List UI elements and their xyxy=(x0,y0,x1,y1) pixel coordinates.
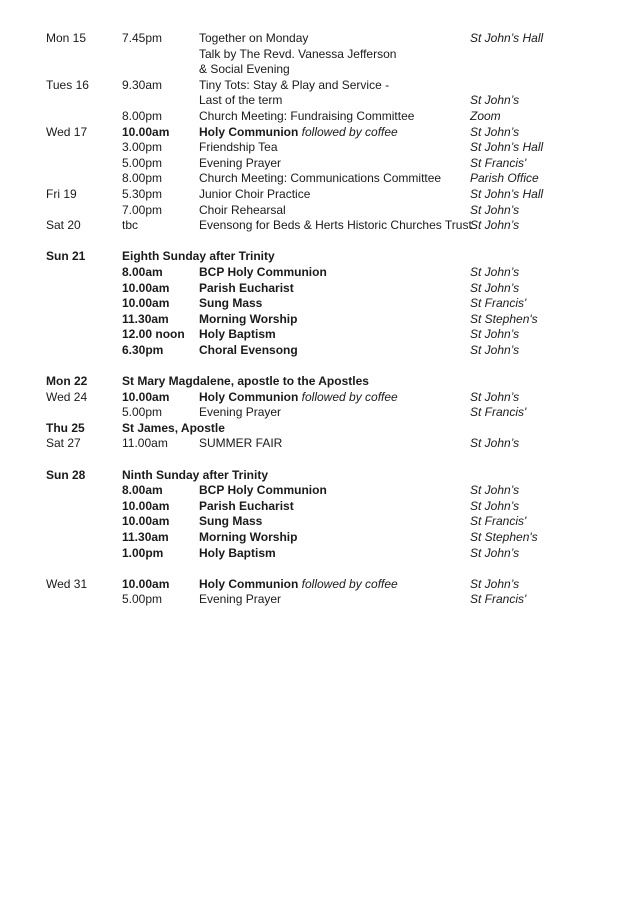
time-cell: 10.00am xyxy=(122,514,170,529)
time-cell: 8.00pm xyxy=(122,171,163,186)
schedule-row xyxy=(0,390,638,406)
schedule-row xyxy=(0,592,638,608)
event-title: Talk by The Revd. Vanessa Jefferson xyxy=(199,46,397,61)
time-cell: 10.00am xyxy=(122,296,170,311)
location-cell: St John’s xyxy=(470,327,520,342)
service-schedule xyxy=(0,31,638,608)
event-cell xyxy=(199,31,308,47)
event-title: SUMMER FAIR xyxy=(199,436,283,451)
event-title: BCP Holy Communion xyxy=(199,483,327,498)
event-title: Holy Communion xyxy=(199,124,299,139)
event-title: Evening Prayer xyxy=(199,592,282,607)
event-cell xyxy=(199,78,389,94)
schedule-row xyxy=(0,62,638,78)
day-cell: Sun 21 xyxy=(46,249,86,264)
event-cell xyxy=(199,327,276,343)
day-cell: Wed 24 xyxy=(46,389,88,404)
location-cell: St John’s xyxy=(470,483,520,498)
day-cell: Sat 20 xyxy=(46,218,81,233)
day-cell: Sat 27 xyxy=(46,436,81,451)
day-heading-row xyxy=(0,374,638,390)
event-cell xyxy=(199,93,282,109)
event-cell xyxy=(199,218,472,234)
day-heading-row xyxy=(0,249,638,265)
event-cell xyxy=(199,281,294,297)
location-cell: St John’s xyxy=(470,264,520,279)
location-cell: St John’s xyxy=(470,498,520,513)
schedule-row xyxy=(0,436,638,452)
location-cell: St John’s xyxy=(470,280,520,295)
location-cell: St John’s xyxy=(470,202,520,217)
event-note: followed by coffee xyxy=(298,576,398,591)
location-cell: St Francis' xyxy=(470,155,527,170)
location-cell: St John’s Hall xyxy=(470,31,544,45)
feast-title: Ninth Sunday after Trinity xyxy=(122,467,269,482)
event-title: Holy Communion xyxy=(199,576,299,591)
event-cell xyxy=(199,109,414,125)
schedule-row xyxy=(0,203,638,219)
schedule-row xyxy=(0,405,638,421)
location-cell: St John’s xyxy=(470,389,520,404)
schedule-row xyxy=(0,577,638,593)
schedule-row xyxy=(0,312,638,328)
time-cell: 9.30am xyxy=(122,77,163,92)
location-cell: St Stephen's xyxy=(470,311,538,326)
event-title: Choir Rehearsal xyxy=(199,202,286,217)
location-cell: St John’s xyxy=(470,124,520,139)
time-cell: 8.00am xyxy=(122,264,163,279)
day-heading-row xyxy=(0,468,638,484)
location-cell: St John’s xyxy=(470,436,520,451)
time-cell: 10.00am xyxy=(122,124,170,139)
time-cell: 11.30am xyxy=(122,530,169,544)
schedule-row xyxy=(0,78,638,94)
schedule-row xyxy=(0,530,638,546)
schedule-row xyxy=(0,47,638,63)
day-cell: Mon 22 xyxy=(46,374,88,389)
event-title: Parish Eucharist xyxy=(199,498,294,513)
location-cell: St John’s xyxy=(470,218,520,233)
event-cell xyxy=(199,156,281,172)
schedule-row xyxy=(0,187,638,203)
time-cell: 5.30pm xyxy=(122,186,163,201)
time-cell: 6.30pm xyxy=(122,342,164,357)
event-title: Together on Monday xyxy=(199,31,309,45)
day-cell: Mon 15 xyxy=(46,31,87,45)
time-cell: 1.00pm xyxy=(122,545,164,560)
event-cell xyxy=(199,140,278,156)
event-title: Holy Communion xyxy=(199,389,299,404)
event-cell xyxy=(199,390,398,406)
event-title: Friendship Tea xyxy=(199,140,278,155)
time-cell: 5.00pm xyxy=(122,155,163,170)
event-cell xyxy=(199,187,310,203)
schedule-row xyxy=(0,125,638,141)
location-cell: St John’s xyxy=(470,342,520,357)
event-cell xyxy=(199,546,276,562)
spacer-row xyxy=(0,358,638,374)
time-cell: 10.00am xyxy=(122,576,170,591)
event-title: Morning Worship xyxy=(199,311,298,326)
event-title: Sung Mass xyxy=(199,514,263,529)
feast-title: St James, Apostle xyxy=(122,420,225,435)
location-cell: Parish Office xyxy=(470,171,539,186)
event-title: Holy Baptism xyxy=(199,327,276,342)
location-cell: St John’s xyxy=(470,545,520,560)
event-cell xyxy=(199,125,398,141)
spacer-row xyxy=(0,561,638,577)
time-cell: 7.00pm xyxy=(122,202,163,217)
time-cell: 5.00pm xyxy=(122,405,163,420)
event-title: BCP Holy Communion xyxy=(199,264,327,279)
spacer-row xyxy=(0,452,638,468)
time-cell: 12.00 noon xyxy=(122,327,185,342)
event-title: & Social Evening xyxy=(199,62,290,77)
schedule-row xyxy=(0,514,638,530)
event-title: Last of the term xyxy=(199,93,283,108)
location-cell: St Stephen's xyxy=(470,530,538,544)
event-cell xyxy=(199,203,286,219)
time-cell: 3.00pm xyxy=(122,140,163,155)
event-title: Evensong for Beds & Herts Historic Churches Trust xyxy=(199,218,472,233)
schedule-row xyxy=(0,109,638,125)
location-cell: St Francis' xyxy=(470,296,527,311)
time-cell: 7.45pm xyxy=(122,31,163,45)
event-title: Parish Eucharist xyxy=(199,280,294,295)
event-cell xyxy=(199,265,327,281)
event-cell xyxy=(199,499,294,515)
schedule-row xyxy=(0,546,638,562)
event-title: Tiny Tots: Stay & Play and Service - xyxy=(199,77,390,92)
schedule-row xyxy=(0,31,638,47)
time-cell: 5.00pm xyxy=(122,592,163,607)
spacer-row xyxy=(0,234,638,250)
event-cell xyxy=(199,62,290,78)
event-title: Sung Mass xyxy=(199,296,263,311)
event-cell xyxy=(199,530,297,546)
time-cell: 8.00pm xyxy=(122,108,163,123)
time-cell: 11.30am xyxy=(122,311,169,326)
schedule-row xyxy=(0,171,638,187)
location-cell: St Francis' xyxy=(470,405,527,420)
schedule-row xyxy=(0,93,638,109)
time-cell: 10.00am xyxy=(122,280,170,295)
event-title: Holy Baptism xyxy=(199,545,276,560)
location-cell: St John’s Hall xyxy=(470,186,544,201)
time-cell: tbc xyxy=(122,218,139,233)
location-cell: St John’s Hall xyxy=(470,140,544,155)
time-cell: 10.00am xyxy=(122,389,170,404)
location-cell: Zoom xyxy=(470,108,501,123)
event-cell xyxy=(199,296,262,312)
schedule-row xyxy=(0,483,638,499)
time-cell: 11.00am xyxy=(122,436,168,451)
event-title: Church Meeting: Fundraising Committee xyxy=(199,108,415,123)
location-cell: St John’s xyxy=(470,576,520,591)
day-cell: Sun 28 xyxy=(46,467,86,482)
day-cell: Tues 16 xyxy=(46,77,89,92)
event-cell xyxy=(199,47,396,63)
feast-title: Eighth Sunday after Trinity xyxy=(122,249,275,264)
day-cell: Wed 31 xyxy=(46,576,88,591)
event-title: Choral Evensong xyxy=(199,342,298,357)
schedule-row xyxy=(0,140,638,156)
event-title: Junior Choir Practice xyxy=(199,186,311,201)
event-cell xyxy=(199,592,281,608)
location-cell: St Francis' xyxy=(470,514,527,529)
schedule-row xyxy=(0,218,638,234)
event-cell xyxy=(199,312,297,328)
day-heading-row xyxy=(0,421,638,437)
day-cell: Fri 19 xyxy=(46,186,77,201)
feast-title: St Mary Magdalene, apostle to the Apostles xyxy=(122,374,369,389)
schedule-row xyxy=(0,327,638,343)
event-note: followed by coffee xyxy=(298,124,398,139)
event-title: Evening Prayer xyxy=(199,405,282,420)
day-cell: Thu 25 xyxy=(46,420,85,435)
event-cell xyxy=(199,405,281,421)
event-note: followed by coffee xyxy=(298,389,398,404)
event-cell xyxy=(199,577,398,593)
event-cell xyxy=(199,436,282,452)
event-title: Evening Prayer xyxy=(199,155,282,170)
schedule-row xyxy=(0,343,638,359)
event-cell xyxy=(199,171,441,187)
time-cell: 8.00am xyxy=(122,483,163,498)
schedule-row xyxy=(0,499,638,515)
schedule-row xyxy=(0,281,638,297)
event-cell xyxy=(199,514,262,530)
location-cell: St Francis' xyxy=(470,592,527,607)
schedule-row xyxy=(0,265,638,281)
time-cell: 10.00am xyxy=(122,498,170,513)
day-cell: Wed 17 xyxy=(46,124,88,139)
event-title: Church Meeting: Communications Committee xyxy=(199,171,442,186)
event-cell xyxy=(199,343,298,359)
event-cell xyxy=(199,483,327,499)
location-cell: St John’s xyxy=(470,93,520,108)
schedule-row xyxy=(0,156,638,172)
schedule-row xyxy=(0,296,638,312)
event-title: Morning Worship xyxy=(199,530,298,544)
